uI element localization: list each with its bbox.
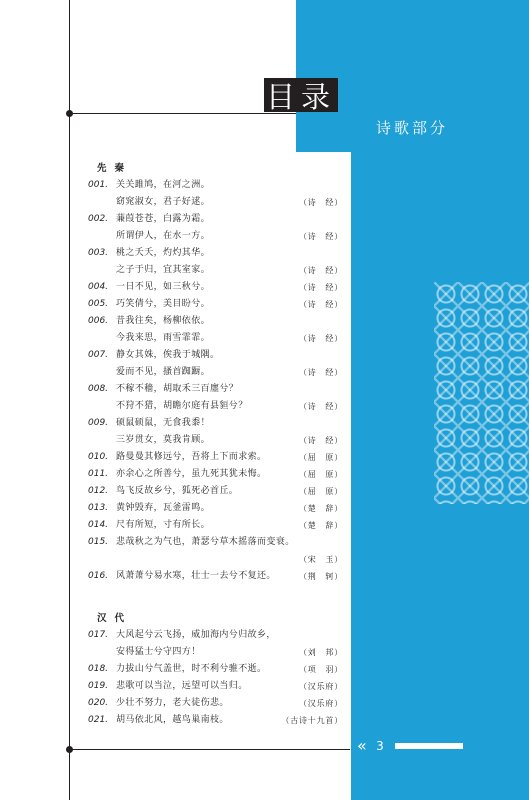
entry-number: 017. <box>88 630 109 640</box>
entry-text: 一日不见，如三秋兮。 <box>116 282 211 292</box>
entry-text: 硕鼠硕鼠，无食我黍！ <box>116 418 211 428</box>
entry-source: （诗 经） <box>299 402 343 411</box>
entry-text: 所谓伊人，在水一方。 <box>116 231 211 241</box>
entry-number: 004. <box>88 282 109 292</box>
entry-source: （汉乐府） <box>299 682 343 691</box>
entry-number: 007. <box>88 350 109 360</box>
entry-number: 012. <box>88 486 109 496</box>
toc-entry[interactable] <box>88 695 343 712</box>
entry-text: 窈窕淑女，君子好逑。 <box>116 197 211 207</box>
entry-number: 019. <box>88 681 109 691</box>
entry-source: （项 羽） <box>299 665 343 674</box>
section-heading: 汉代 <box>97 613 133 624</box>
entry-number: 016. <box>88 571 109 581</box>
entry-text: 少壮不努力，老大徒伤悲。 <box>116 698 229 708</box>
toc-entry[interactable] <box>88 415 343 432</box>
entry-number: 002. <box>88 214 109 224</box>
entry-text: 亦余心之所善兮，虽九死其犹未悔。 <box>116 469 267 479</box>
entry-source: （诗 经） <box>299 266 343 275</box>
entry-number: 011. <box>88 469 109 479</box>
entry-text: 爱而不见，搔首踟蹰。 <box>116 367 211 377</box>
entry-text: 不狩不猎，胡瞻尔庭有县貆兮？ <box>116 401 248 411</box>
toc-entry[interactable] <box>88 644 343 661</box>
toc-entry[interactable] <box>88 551 343 568</box>
toc-entry[interactable] <box>88 466 343 483</box>
section-heading: 先秦 <box>97 163 133 174</box>
entry-number: 001. <box>88 180 109 190</box>
page-number-box <box>357 736 471 755</box>
entry-number: 018. <box>88 664 109 674</box>
entry-source: （楚 辞） <box>299 504 343 513</box>
entry-source: （楚 辞） <box>299 521 343 530</box>
toc-entry[interactable] <box>88 262 343 279</box>
toc-entry[interactable] <box>88 627 343 644</box>
entry-source: （诗 经） <box>299 198 343 207</box>
entry-text: 胡马依北风，越鸟巢南枝。 <box>116 715 229 725</box>
entry-source: （刘 邦） <box>299 648 343 657</box>
entry-text: 尺有所短，寸有所长。 <box>116 520 211 530</box>
entry-text: 安得猛士兮守四方！ <box>116 647 201 657</box>
entry-text: 关关雎鸠，在河之洲。 <box>116 180 211 190</box>
entry-number: 008. <box>88 384 109 394</box>
toc-entry[interactable] <box>88 194 343 211</box>
entry-text: 大风起兮云飞扬，威加海内兮归故乡， <box>116 630 276 640</box>
toc-entry[interactable] <box>88 347 343 364</box>
entry-text: 蒹葭苍苍，白露为霜。 <box>116 214 211 224</box>
toc-entry[interactable] <box>88 449 343 466</box>
header-dot <box>66 110 73 117</box>
entry-source: （屈 原） <box>299 470 343 479</box>
toc-entry[interactable] <box>88 678 343 695</box>
entry-text: 力拔山兮气盖世，时不利兮骓不逝。 <box>116 664 267 674</box>
entry-number: 005. <box>88 299 109 309</box>
entry-source: （诗 经） <box>299 300 343 309</box>
entry-text: 风萧萧兮易水寒，壮士一去兮不复还。 <box>116 571 276 581</box>
entry-text: 悲歌可以当泣，远望可以当归。 <box>116 681 248 691</box>
toc-entry[interactable] <box>88 381 343 398</box>
entry-number: 013. <box>88 503 109 513</box>
page-subtitle: 诗歌部分 <box>375 119 448 137</box>
entry-number: 009. <box>88 418 109 428</box>
toc-entry[interactable] <box>88 330 343 347</box>
entry-text: 三岁贯女，莫我肯顾。 <box>116 435 211 445</box>
entry-text: 黄钟毁弃，瓦釜雷鸣。 <box>116 503 211 513</box>
toc-entry[interactable] <box>88 245 343 262</box>
entry-number: 020. <box>88 698 109 708</box>
entry-text: 昔我往矣，杨柳依依。 <box>116 316 211 326</box>
toc-entry[interactable] <box>88 432 343 449</box>
toc-entry[interactable] <box>88 661 343 678</box>
entry-text: 巧笑倩兮，美目盼兮。 <box>116 299 211 309</box>
double-chevron-left-icon: « <box>357 736 367 755</box>
entry-number: 021. <box>88 715 109 725</box>
header-rule <box>69 113 296 114</box>
page-number: 3 <box>376 739 384 753</box>
margin-rule <box>69 0 70 800</box>
entry-text: 不稼不穑，胡取禾三百廛兮？ <box>116 384 239 394</box>
toc-entry[interactable] <box>88 228 343 245</box>
toc-entry[interactable] <box>88 211 343 228</box>
entry-source: （诗 经） <box>299 232 343 241</box>
entry-source: （古诗十九首） <box>281 716 343 725</box>
entry-text: 悲哉秋之为气也，萧瑟兮草木摇落而变衰。 <box>116 537 295 547</box>
toc-entry[interactable] <box>88 313 343 330</box>
entry-text: 桃之夭夭，灼灼其华。 <box>116 248 211 258</box>
toc-entry[interactable] <box>88 177 343 194</box>
entry-source: （诗 经） <box>299 334 343 343</box>
entry-source: （诗 经） <box>299 283 343 292</box>
entry-number: 010. <box>88 452 109 462</box>
footer-rule <box>69 749 350 750</box>
entry-source: （汉乐府） <box>299 699 343 708</box>
page-title: 目录 <box>265 79 336 114</box>
toc-entry[interactable] <box>88 483 343 500</box>
entry-text: 鸟飞反故乡兮，狐死必首丘。 <box>116 486 239 496</box>
toc-entry[interactable] <box>88 517 343 534</box>
toc-entry[interactable] <box>88 279 343 296</box>
entry-text: 今我来思，雨雪霏霏。 <box>116 333 211 343</box>
entry-text: 路曼曼其修远兮，吾将上下而求索。 <box>116 452 267 462</box>
toc-entry[interactable] <box>88 398 343 415</box>
toc-entry[interactable] <box>88 296 343 313</box>
entry-number: 006. <box>88 316 109 326</box>
entry-source: （屈 原） <box>299 487 343 496</box>
toc-entry[interactable] <box>88 534 343 551</box>
page-bar <box>395 743 463 749</box>
toc-entry[interactable] <box>88 568 343 585</box>
toc-entry[interactable] <box>88 500 343 517</box>
entry-number: 003. <box>88 248 109 258</box>
toc-entry[interactable] <box>88 364 343 381</box>
decorative-pattern <box>434 282 529 504</box>
entry-source: （屈 原） <box>299 453 343 462</box>
footer-dot <box>66 746 73 753</box>
entry-text: 静女其姝，俟我于城隅。 <box>116 350 220 360</box>
entry-number: 014. <box>88 520 109 530</box>
entry-source: （诗 经） <box>299 436 343 445</box>
entry-source: （荆 轲） <box>299 572 343 581</box>
entry-number: 015. <box>88 537 109 547</box>
entry-text: 之子于归，宜其室家。 <box>116 265 211 275</box>
entry-source: （诗 经） <box>299 368 343 377</box>
toc-entry[interactable] <box>88 712 343 729</box>
entry-source: （宋 玉） <box>299 555 343 564</box>
